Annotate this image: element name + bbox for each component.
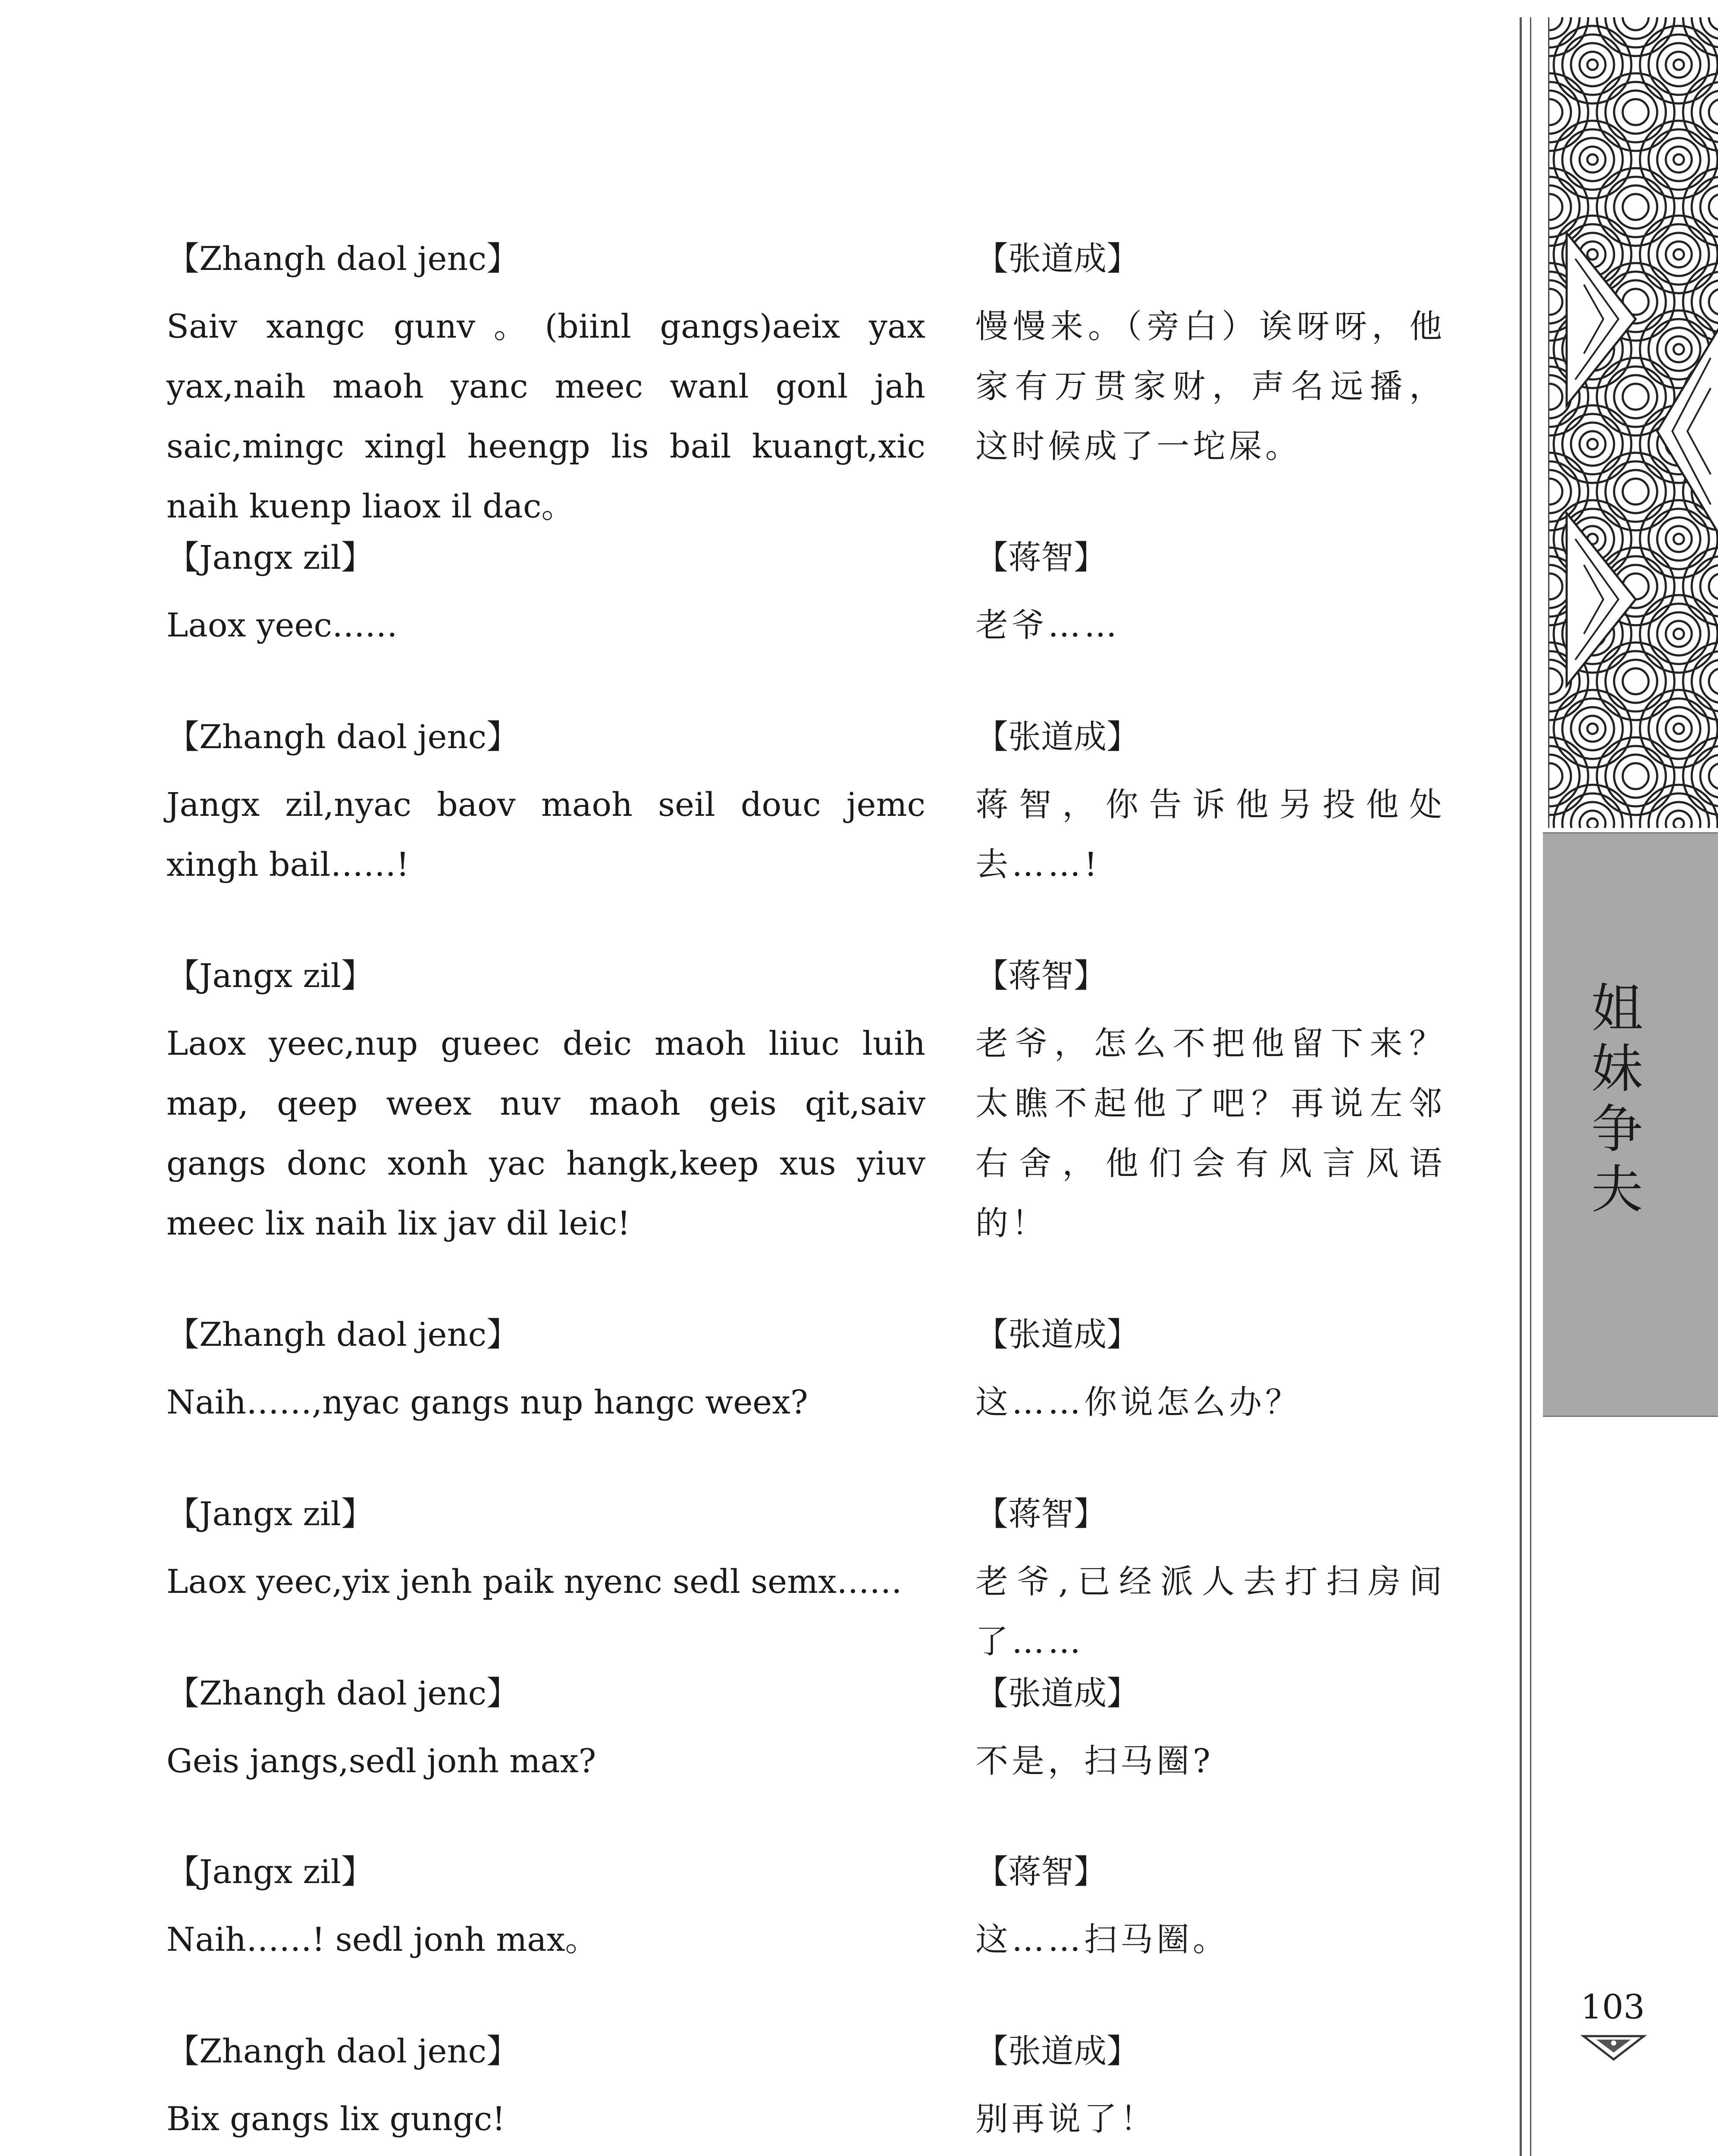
speaker-name: 【Jangx zil】 bbox=[166, 538, 374, 577]
dialogue-line: 这……你说怎么办？ bbox=[975, 1383, 1301, 1421]
dialogue-line: Laox yeec…… bbox=[166, 606, 398, 644]
dialogue-line: Jangx zil,nyac baov maoh seil douc jemc xingh bail……! bbox=[166, 785, 925, 884]
dialogue-entry-chinese bbox=[975, 956, 1445, 1253]
speaker-name: 【Jangx zil】 bbox=[166, 1495, 374, 1533]
dialogue-line: 老爷，怎么不把他留下来？太瞧不起他了吧？再说左邻右舍，他们会有风言风语的！ bbox=[975, 1024, 1445, 1242]
dialogue-entry-chinese bbox=[975, 2032, 1445, 2149]
speaker-name: 【张道成】 bbox=[975, 2032, 1139, 2070]
dialogue-line: 这……扫马圈。 bbox=[975, 1920, 1229, 1959]
ornament-icon bbox=[1579, 2031, 1648, 2061]
page-number: 103 bbox=[1580, 1988, 1645, 2027]
dialogue-entry-dong bbox=[166, 1852, 925, 1969]
chapter-title: 姐妹争夫 bbox=[1591, 979, 1643, 1220]
speaker-name: 【Zhangh daol jenc】 bbox=[166, 2032, 520, 2070]
speaker-name: 【Zhangh daol jenc】 bbox=[166, 718, 520, 756]
dialogue-entry-dong bbox=[166, 1495, 925, 1611]
dialogue-entry-chinese bbox=[975, 1495, 1445, 1671]
dialogue-entry-dong bbox=[166, 538, 925, 655]
dialogue-line: Naih……! sedl jonh max。 bbox=[166, 1920, 598, 1959]
dialogue-entry-chinese bbox=[975, 718, 1445, 894]
dialogue-entry-chinese bbox=[975, 1315, 1445, 1432]
dialogue-entry-chinese bbox=[975, 538, 1445, 655]
speaker-name: 【Zhangh daol jenc】 bbox=[166, 1674, 520, 1712]
dialogue-line: Bix gangs lix gungc! bbox=[166, 2100, 505, 2138]
speaker-name: 【Jangx zil】 bbox=[166, 956, 374, 995]
dialogue-line: 老爷…… bbox=[975, 606, 1120, 644]
speaker-name: 【Jangx zil】 bbox=[166, 1852, 374, 1891]
speaker-name: 【蒋智】 bbox=[975, 538, 1107, 577]
dialogue-line: 不是，扫马圈? bbox=[975, 1742, 1214, 1780]
speaker-name: 【蒋智】 bbox=[975, 1852, 1107, 1891]
dialogue-entry-dong bbox=[166, 718, 925, 894]
speaker-name: 【Zhangh daol jenc】 bbox=[166, 239, 520, 278]
dialogue-entry-dong bbox=[166, 1674, 925, 1791]
dialogue-entry-chinese bbox=[975, 1852, 1445, 1969]
dialogue-line: 慢慢来。（旁白）诶呀呀，他家有万贯家财，声名远播，这时候成了一坨屎。 bbox=[975, 307, 1445, 465]
speaker-name: 【张道成】 bbox=[975, 1674, 1139, 1712]
speaker-name: 【蒋智】 bbox=[975, 956, 1107, 995]
speaker-name: 【张道成】 bbox=[975, 1315, 1139, 1354]
margin-rule bbox=[1520, 17, 1522, 2156]
dialogue-entry-dong bbox=[166, 239, 925, 536]
speaker-name: 【蒋智】 bbox=[975, 1495, 1107, 1533]
dialogue-line: Naih……,nyac gangs nup hangc weex? bbox=[166, 1383, 808, 1421]
dialogue-entry-dong bbox=[166, 956, 925, 1253]
speaker-name: 【Zhangh daol jenc】 bbox=[166, 1315, 520, 1354]
dialogue-line: 蒋智，你告诉他另投他处去……! bbox=[975, 785, 1445, 884]
dialogue-line: 别再说了！ bbox=[975, 2100, 1157, 2138]
dialogue-line: Geis jangs,sedl jonh max? bbox=[166, 1742, 596, 1780]
speaker-name: 【张道成】 bbox=[975, 718, 1139, 756]
decorative-pattern bbox=[1548, 17, 1718, 828]
cloud-pattern-icon bbox=[1549, 17, 1718, 828]
dialogue-line: Laox yeec,nup gueec deic maoh liiuc luih map, qeep weex nuv maoh geis qit,saiv gangs donc xonh yac hangk,keep xus yiuv meec lix naih lix jav dil leic! bbox=[166, 1024, 925, 1242]
dialogue-entry-dong bbox=[166, 2032, 925, 2149]
dialogue-line: 老爷,已经派人去打扫房间了…… bbox=[975, 1562, 1445, 1661]
dialogue-entry-chinese bbox=[975, 1674, 1445, 1791]
margin-rule bbox=[1530, 17, 1531, 2156]
dialogue-entry-dong bbox=[166, 1315, 925, 1432]
dialogue-line: Saiv xangc gunv。(biinl gangs)aeix yax yax,naih maoh yanc meec wanl gonl jah saic,mingc xingl heengp lis bail kuangt,xic naih kuenp liaox il dac。 bbox=[166, 307, 925, 525]
speaker-name: 【张道成】 bbox=[975, 239, 1139, 278]
dialogue-line: Laox yeec,yix jenh paik nyenc sedl semx…… bbox=[166, 1562, 903, 1601]
dialogue-entry-chinese bbox=[975, 239, 1445, 476]
